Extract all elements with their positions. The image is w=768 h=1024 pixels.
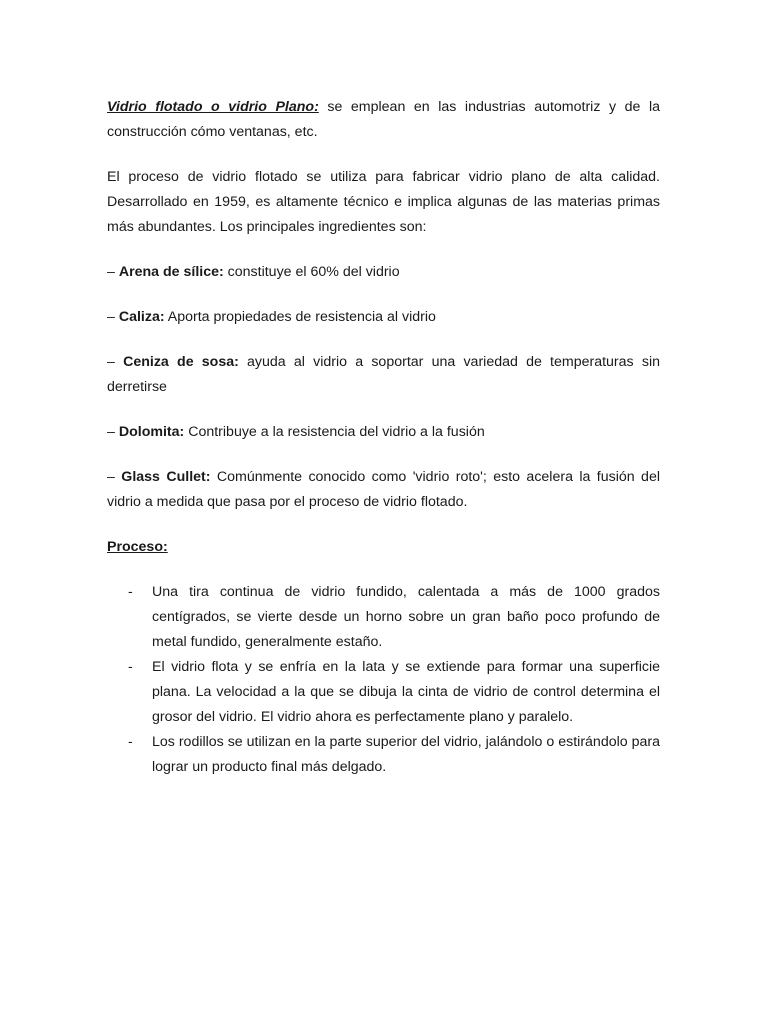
ingredient-name: Arena de sílice: (118, 264, 224, 280)
step-marker: - (128, 734, 133, 750)
process-steps-list (107, 580, 660, 780)
intro-term: Vidrio flotado o vidrio Plano: (107, 99, 319, 115)
ingredient-name: Caliza: (118, 309, 165, 325)
ingredient-item (107, 420, 660, 445)
ingredient-dash: – (107, 309, 119, 325)
ingredient-dash: – (107, 264, 119, 280)
step-text: El vidrio flota y se enfría en la lata y se extiende para formar una superficie plana. La velocidad a la que se dibuja la cinta de vidrio de control determina el grosor del vidrio. El vidrio ahora es perfectamente plano y paralelo. (152, 659, 660, 725)
ingredient-name: Dolomita: (118, 424, 185, 440)
ingredient-dash: – (107, 354, 124, 370)
process-heading: Proceso: (107, 539, 168, 555)
document-page (107, 95, 660, 780)
ingredient-text: Contribuye a la resistencia del vidrio a la fusión (184, 424, 485, 440)
ingredient-name: Glass Cullet: (121, 469, 211, 485)
ingredient-text: ayuda al vidrio a soportar una variedad de temperaturas sin derretirse (107, 354, 660, 395)
ingredient-dash: – (107, 424, 119, 440)
process-step (107, 655, 660, 730)
ingredient-item (107, 350, 660, 400)
step-text: Una tira continua de vidrio fundido, calentada a más de 1000 grados centígrados, se vierte desde un horno sobre un gran baño poco profundo de metal fundido, generalmente estaño. (152, 584, 660, 650)
process-step (107, 730, 660, 780)
ingredient-item (107, 260, 660, 285)
ingredient-dash: – (107, 469, 122, 485)
process-description: El proceso de vidrio flotado se utiliza para fabricar vidrio plano de alta calidad. Desarrollado en 1959, es altamente técnico e implica algunas de las materias primas más abundantes. Los principales ingredientes son: (107, 169, 660, 235)
ingredient-text: Comúnmente conocido como 'vidrio roto'; esto acelera la fusión del vidrio a medida que pasa por el proceso de vidrio flotado. (107, 469, 660, 510)
ingredient-text: Aporta propiedades de resistencia al vidrio (164, 309, 436, 325)
step-marker: - (128, 584, 133, 600)
intro-text: se emplean en las industrias automotriz y de la construcción cómo ventanas, etc. (107, 99, 661, 140)
ingredient-item (107, 305, 660, 330)
step-marker: - (128, 659, 133, 675)
step-text: Los rodillos se utilizan en la parte superior del vidrio, jalándolo o estirándolo para lograr un producto final más delgado. (152, 734, 660, 775)
ingredient-item (107, 465, 660, 515)
ingredient-text: constituye el 60% del vidrio (223, 264, 400, 280)
intro-paragraph (107, 95, 660, 145)
ingredient-name: Ceniza de sosa: (123, 354, 239, 370)
process-step (107, 580, 660, 655)
